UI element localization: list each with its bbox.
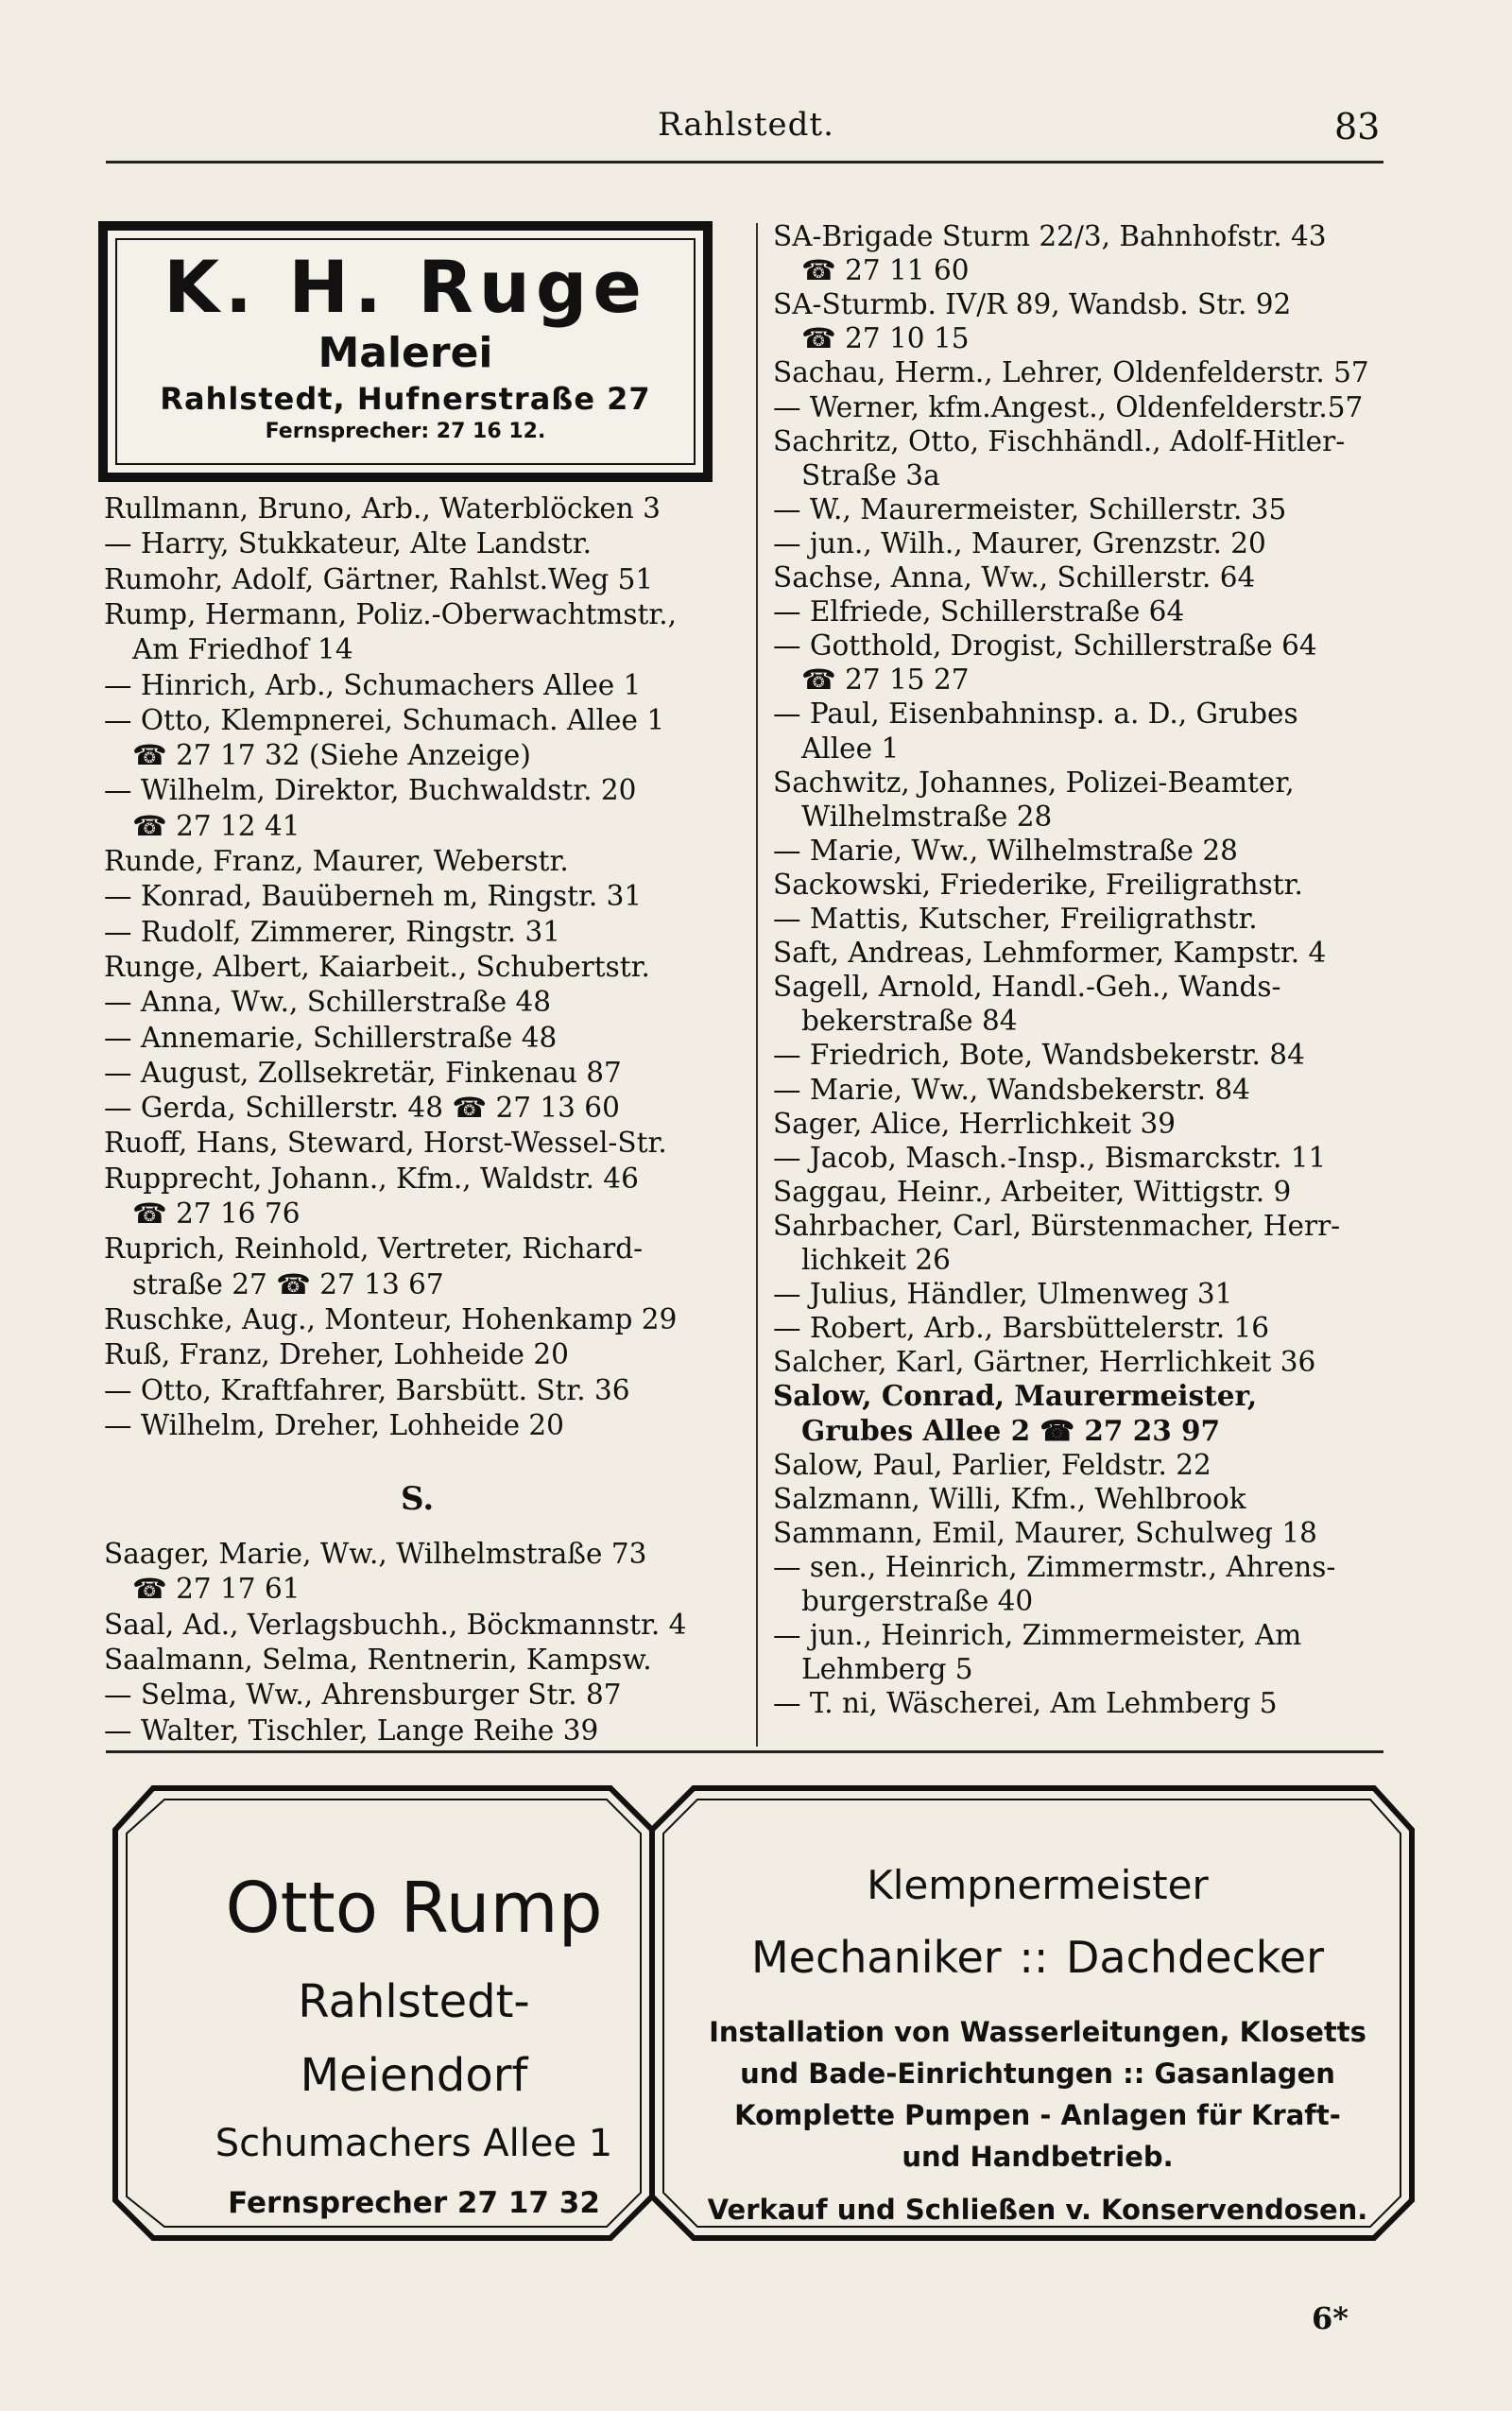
directory-entry: Sachse, Anna, Ww., Schillerstr. 64 xyxy=(773,561,1256,594)
directory-entry: Ruprich, Reinhold, Vertreter, Richard- xyxy=(104,1232,644,1266)
directory-entry: — Mattis, Kutscher, Freiligrathstr. xyxy=(773,903,1258,935)
directory-entry: — Hinrich, Arb., Schumachers Allee 1 xyxy=(104,668,642,701)
directory-entry: Saal, Ad., Verlagsbuchh., Böckmannstr. 4 xyxy=(104,1608,687,1641)
directory-entry: ☎ 27 17 32 (Siehe Anzeige) xyxy=(132,739,531,772)
ad-klempner-line2: und Bade-Einrichtungen :: Gasanlagen xyxy=(740,2058,1335,2090)
directory-entry: ☎ 27 15 27 xyxy=(801,663,970,697)
page-number: 83 xyxy=(1334,106,1381,147)
directory-entry: SA-Brigade Sturm 22/3, Bahnhofstr. 43 xyxy=(773,220,1327,252)
ad-ruge-phone: Fernsprecher: 27 16 12. xyxy=(265,420,546,443)
directory-entry: Saalmann, Selma, Rentnerin, Kampsw. xyxy=(104,1643,652,1676)
directory-entry: — Julius, Händler, Ulmenweg 31 xyxy=(773,1278,1233,1311)
ad-klempner-line5: Verkauf und Schließen v. Konservendosen. xyxy=(707,2194,1368,2226)
directory-entry: Sammann, Emil, Maurer, Schulweg 18 xyxy=(773,1516,1317,1549)
directory-entry: Ruschke, Aug., Monteur, Hohenkamp 29 xyxy=(104,1302,678,1335)
directory-entry: Saggau, Heinr., Arbeiter, Wittigstr. 9 xyxy=(773,1175,1292,1208)
directory-entry: straße 27 ☎ 27 13 67 xyxy=(132,1267,444,1300)
directory-entry: — Selma, Ww., Ahrensburger Str. 87 xyxy=(104,1679,622,1712)
ad-klempner-line4: und Handbetrieb. xyxy=(902,2141,1174,2173)
directory-entry: — Wilhelm, Dreher, Lohheide 20 xyxy=(104,1408,564,1441)
directory-entry: — Walter, Tischler, Lange Reihe 39 xyxy=(104,1714,599,1747)
directory-entry: Rumohr, Adolf, Gärtner, Rahlst.Weg 51 xyxy=(104,562,654,595)
section-letter: S. xyxy=(401,1480,435,1518)
directory-entry: Salow, Paul, Parlier, Feldstr. 22 xyxy=(773,1448,1211,1481)
directory-entry: bekerstraße 84 xyxy=(801,1005,1018,1038)
directory-entry: Salcher, Karl, Gärtner, Herrlichkeit 36 xyxy=(773,1346,1316,1379)
ad-klempner-line3: Komplette Pumpen - Anlagen für Kraft- xyxy=(734,2099,1341,2131)
ad-klempner-line1: Installation von Wasserleitungen, Klosetts xyxy=(709,2016,1366,2048)
ad-rump-address: Schumachers Allee 1 xyxy=(215,2122,613,2165)
directory-entry: Ruß, Franz, Dreher, Lohheide 20 xyxy=(104,1338,569,1371)
directory-entry: Rullmann, Bruno, Arb., Waterblöcken 3 xyxy=(104,492,661,525)
directory-entry: Sachwitz, Johannes, Polizei-Beamter, xyxy=(773,766,1295,799)
directory-entry: — Annemarie, Schillerstraße 48 xyxy=(104,1021,558,1054)
directory-entry: — T. ni, Wäscherei, Am Lehmberg 5 xyxy=(773,1687,1278,1720)
ad-ruge xyxy=(98,221,713,482)
directory-entry: ☎ 27 12 41 xyxy=(132,809,301,842)
directory-entry: Salzmann, Willi, Kfm., Wehlbrook xyxy=(773,1482,1246,1515)
directory-entry: Allee 1 xyxy=(801,732,900,765)
directory-entry: — Marie, Ww., Wilhelmstraße 28 xyxy=(773,834,1238,867)
directory-entry: lichkeit 26 xyxy=(801,1244,951,1276)
directory-entry: Lehmberg 5 xyxy=(801,1653,973,1686)
directory-entry: — Harry, Stukkateur, Alte Landstr. xyxy=(104,527,592,560)
directory-entry: Sachau, Herm., Lehrer, Oldenfelderstr. 57 xyxy=(773,356,1369,389)
directory-entry: — Paul, Eisenbahninsp. a. D., Grubes xyxy=(773,697,1298,731)
directory-entry: — Anna, Ww., Schillerstraße 48 xyxy=(104,986,552,1019)
bottom-rule xyxy=(106,1750,1383,1753)
directory-entry: — W., Maurermeister, Schillerstr. 35 xyxy=(773,492,1287,525)
directory-entry: ☎ 27 11 60 xyxy=(801,254,970,287)
directory-entry: ☎ 27 10 15 xyxy=(801,322,970,355)
directory-entry: ☎ 27 16 76 xyxy=(132,1197,301,1230)
directory-entry: Sachritz, Otto, Fischhändl., Adolf-Hitler- xyxy=(773,424,1346,457)
directory-entry: — Friedrich, Bote, Wandsbekerstr. 84 xyxy=(773,1039,1305,1072)
directory-entry: — Gerda, Schillerstr. 48 ☎ 27 13 60 xyxy=(104,1092,620,1125)
directory-entry: — Jacob, Masch.-Insp., Bismarckstr. 11 xyxy=(773,1141,1327,1174)
directory-entry: Sackowski, Friederike, Freiligrathstr. xyxy=(773,868,1303,901)
directory-entry: Rump, Hermann, Poliz.-Oberwachtmstr., xyxy=(104,597,678,630)
ad-rump-phone: Fernsprecher 27 17 32 xyxy=(228,2186,600,2220)
ad-bottom xyxy=(112,1784,1416,2242)
directory-entry: Ruoff, Hans, Steward, Horst-Wessel-Str. xyxy=(104,1127,667,1160)
directory-entry: ☎ 27 17 61 xyxy=(132,1573,301,1606)
ad-klempner-title: Klempnermeister xyxy=(867,1862,1209,1908)
directory-entry: Sagell, Arnold, Handl.-Geh., Wands- xyxy=(773,971,1281,1004)
ad-ruge-trade: Malerei xyxy=(318,329,493,377)
directory-entry: Rupprecht, Johann., Kfm., Waldstr. 46 xyxy=(104,1162,639,1195)
directory-entry: Saager, Marie, Ww., Wilhelmstraße 73 xyxy=(104,1538,647,1570)
directory-entry: Sahrbacher, Carl, Bürstenmacher, Herr- xyxy=(773,1209,1341,1242)
directory-entry: Runge, Albert, Kaiarbeit., Schubertstr. xyxy=(104,950,650,983)
directory-entry: — Otto, Klempnerei, Schumach. Allee 1 xyxy=(104,703,665,736)
ad-klempner xyxy=(679,1784,1397,2242)
directory-entry: — Gotthold, Drogist, Schillerstraße 64 xyxy=(773,629,1317,663)
directory-entry: — Rudolf, Zimmerer, Ringstr. 31 xyxy=(104,915,560,948)
ad-klempner-trades: Mechaniker :: Dachdecker xyxy=(750,1932,1325,1983)
directory-entry: — Werner, kfm.Angest., Oldenfelderstr.57 xyxy=(773,390,1364,423)
ad-ruge-name: K. H. Ruge xyxy=(163,245,647,329)
directory-entry: Straße 3a xyxy=(801,458,940,491)
ad-rump-name: Otto Rump xyxy=(225,1868,603,1949)
ad-rump xyxy=(149,1784,679,2242)
directory-entry: — Otto, Kraftfahrer, Barsbütt. Str. 36 xyxy=(104,1373,630,1406)
directory-entry: Salow, Conrad, Maurermeister, xyxy=(773,1379,1258,1413)
ad-rump-place-line2: Meiendorf xyxy=(300,2049,528,2102)
directory-entry: — Elfriede, Schillerstraße 64 xyxy=(773,595,1185,629)
directory-entry: — Konrad, Bauüberneh m, Ringstr. 31 xyxy=(104,880,643,913)
directory-entry: — sen., Heinrich, Zimmermstr., Ahrens- xyxy=(773,1550,1336,1583)
directory-entry: Grubes Allee 2 ☎ 27 23 97 xyxy=(801,1413,1221,1447)
directory-entry: Wilhelmstraße 28 xyxy=(801,800,1053,833)
directory-entry: Sager, Alice, Herrlichkeit 39 xyxy=(773,1107,1176,1140)
ad-ruge-address: Rahlstedt, Hufnerstraße 27 xyxy=(160,381,651,417)
directory-entry: — August, Zollsekretär, Finkenau 87 xyxy=(104,1056,622,1089)
directory-entry: — jun., Heinrich, Zimmermeister, Am xyxy=(773,1619,1302,1652)
directory-entry: — Wilhelm, Direktor, Buchwaldstr. 20 xyxy=(104,774,637,807)
ad-rump-place-line1: Rahlstedt- xyxy=(298,1975,530,2028)
directory-entry: — Robert, Arb., Barsbüttelerstr. 16 xyxy=(773,1312,1270,1345)
directory-entry: Am Friedhof 14 xyxy=(132,633,353,666)
directory-entry: — Marie, Ww., Wandsbekerstr. 84 xyxy=(773,1073,1250,1106)
directory-entry: SA-Sturmb. IV/R 89, Wandsb. Str. 92 xyxy=(773,288,1292,321)
directory-entry: Saft, Andreas, Lehmformer, Kampstr. 4 xyxy=(773,937,1327,970)
directory-entry: — jun., Wilh., Maurer, Grenzstr. 20 xyxy=(773,526,1266,560)
directory-entry: burgerstraße 40 xyxy=(801,1585,1034,1617)
column-divider xyxy=(756,223,758,1747)
header-rule xyxy=(106,161,1383,164)
running-title: Rahlstedt. xyxy=(658,106,834,144)
directory-entry: Runde, Franz, Maurer, Weberstr. xyxy=(104,845,569,877)
signature-mark: 6* xyxy=(1312,2300,1349,2336)
